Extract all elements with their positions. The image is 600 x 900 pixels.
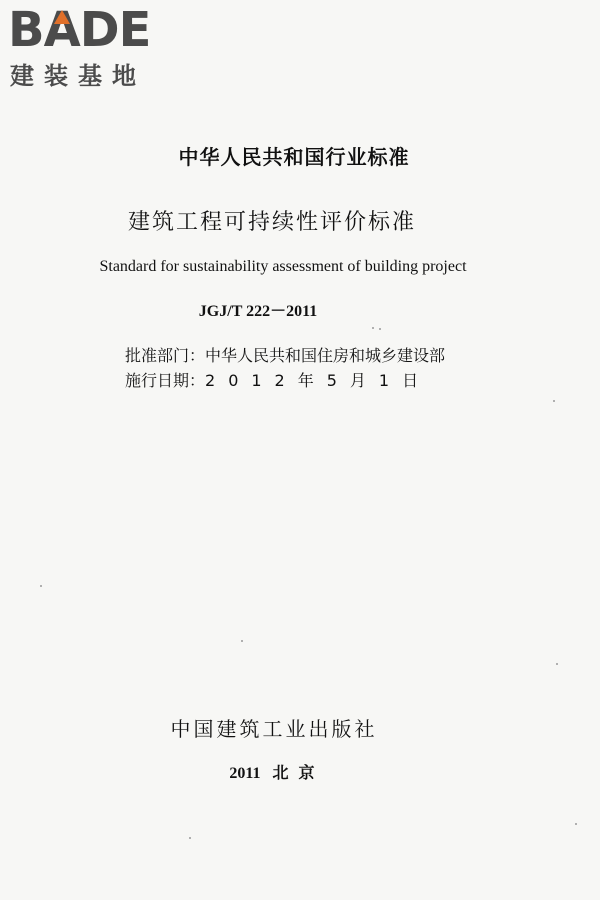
effective-date-label: 施行日期： [125, 371, 206, 390]
publisher-name: 中国建筑工业出版社 [170, 717, 378, 741]
publication-city: 北京 [272, 763, 325, 782]
scan-speck [372, 327, 374, 329]
standard-code: JGJ/T 222－2011 [198, 303, 318, 320]
logo-wordmark: BADE [8, 2, 151, 58]
approver-label: 批准部门： [125, 346, 206, 365]
scan-speck [575, 823, 577, 825]
logo-subtitle: 建装基地 [10, 62, 146, 90]
scan-speck [189, 837, 191, 839]
standard-series: 中华人民共和国行业标准 [178, 145, 410, 169]
scan-speck [379, 328, 381, 330]
scan-speck [556, 663, 558, 665]
approver-line [125, 343, 445, 366]
publication-year-place [0, 760, 577, 783]
effective-date-value: 2012年5月1日 [205, 371, 432, 390]
scan-speck [553, 400, 555, 402]
scan-speck [40, 585, 42, 587]
effective-date-line [125, 368, 431, 391]
approver-value: 中华人民共和国住房和城乡建设部 [205, 346, 446, 365]
title-chinese: 建筑工程可持续性评价标准 [127, 210, 416, 235]
title-english: Standard for sustainability assessment of building project [99, 258, 467, 275]
scan-speck [241, 640, 243, 642]
bade-logo [8, 2, 178, 90]
publication-year: 2011 [229, 765, 261, 782]
